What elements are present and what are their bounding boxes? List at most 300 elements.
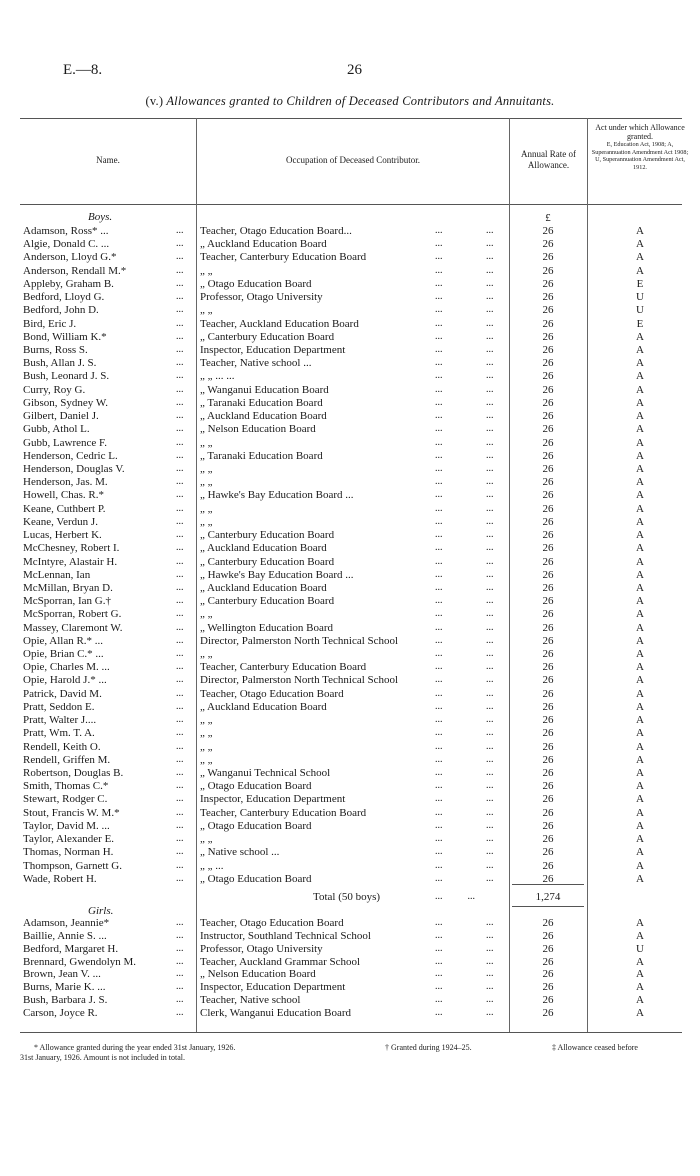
row-name: Bond, William K.*: [23, 330, 107, 343]
row-act: A: [636, 555, 644, 568]
row-act: A: [636, 396, 644, 409]
row-leader-dots: ...: [176, 859, 184, 871]
row-act: A: [636, 793, 644, 806]
row-leader-dots: ...: [176, 846, 184, 858]
row-act: A: [636, 449, 644, 462]
row-name: Massey, Claremont W.: [23, 621, 123, 634]
row-leader-dots: ...: [176, 251, 184, 263]
table-row: [0, 318, 700, 330]
row-leader-dots: ...: [176, 595, 184, 607]
row-leader-dots: ...: [176, 621, 184, 633]
row-leader-dots: ...: [435, 225, 443, 236]
row-occupation: Teacher, Auckland Grammar School: [200, 955, 361, 968]
row-act: A: [636, 634, 644, 647]
row-leader-dots: ...: [176, 753, 184, 765]
row-occupation: „ „: [200, 436, 213, 449]
row-leader-dots: ...: [176, 304, 184, 316]
row-rate: 26: [542, 304, 554, 317]
row-occupation: Professor, Otago University: [200, 291, 323, 304]
row-act: E: [636, 317, 644, 330]
row-leader-dots: ...: [176, 1006, 184, 1018]
row-leader-dots: ...: [435, 687, 443, 699]
row-rate: 26: [542, 330, 554, 343]
row-name: Opie, Allan R.* ...: [23, 634, 104, 647]
table-row: [0, 701, 700, 713]
table-row: [0, 370, 700, 382]
row-occupation: Director, Palmerston North Technical School: [200, 634, 399, 647]
row-act: A: [636, 819, 644, 832]
row-leader-dots: ...: [435, 581, 443, 593]
row-occupation: „ Auckland Education Board: [200, 581, 327, 594]
table-row: [0, 437, 700, 449]
row-act: A: [636, 780, 644, 793]
row-occupation: „ „: [200, 515, 213, 528]
title-text: Allowances granted to Children of Deceased Contributors and Annuitants.: [166, 94, 555, 108]
table-row: [0, 622, 700, 634]
table-row: [0, 556, 700, 568]
col-header-name: Name.: [96, 155, 120, 165]
row-rate: 26: [542, 476, 554, 489]
row-leader-dots: ...: [176, 291, 184, 303]
row-occupation: „ Otago Education Board: [200, 872, 312, 885]
row-act: A: [636, 687, 644, 700]
row-rate: 26: [542, 542, 554, 555]
row-act: A: [636, 238, 644, 251]
row-leader-dots: ...: [435, 634, 443, 646]
row-leader-dots: ...: [435, 981, 443, 993]
row-leader-dots: ...: [435, 621, 443, 633]
row-leader-dots: ...: [486, 714, 494, 726]
row-leader-dots: ...: [486, 264, 494, 276]
row-leader-dots: ...: [176, 780, 184, 792]
row-occupation: „ Nelson Education Board: [200, 423, 316, 436]
row-act: A: [636, 833, 644, 846]
row-act: A: [636, 529, 644, 542]
row-name: Adamson, Ross* ...: [23, 225, 109, 237]
row-leader-dots: ...: [435, 1006, 443, 1018]
table-row: [0, 582, 700, 594]
row-leader-dots: ...: [176, 833, 184, 845]
row-leader-dots: ...: [435, 396, 443, 408]
row-leader-dots: ...: [486, 700, 494, 712]
row-leader-dots: ...: [176, 568, 184, 580]
table-row: [0, 833, 700, 845]
row-leader-dots: ...: [486, 621, 494, 633]
row-leader-dots: ...: [176, 529, 184, 541]
row-occupation: „ „: [200, 476, 213, 489]
row-leader-dots: ...: [176, 917, 184, 928]
row-leader-dots: ...: [435, 608, 443, 620]
row-leader-dots: ...: [435, 542, 443, 554]
row-rate: 26: [542, 396, 554, 409]
row-occupation: „ Otago Education Board: [200, 277, 312, 290]
row-leader-dots: ...: [435, 462, 443, 474]
table-row: [0, 542, 700, 554]
row-occupation: „ Hawke's Bay Education Board ...: [200, 489, 354, 502]
row-rate: 26: [542, 238, 554, 251]
row-rate: 26: [542, 714, 554, 727]
row-name: Opie, Charles M. ...: [23, 661, 110, 674]
row-act: A: [636, 370, 644, 383]
row-occupation: „ Wanganui Education Board: [200, 383, 329, 396]
row-leader-dots: ...: [486, 968, 494, 980]
row-leader-dots: ...: [486, 767, 494, 779]
row-rate: 26: [542, 661, 554, 674]
row-leader-dots: ...: [486, 476, 494, 488]
row-leader-dots: ...: [435, 568, 443, 580]
row-leader-dots: ...: [486, 277, 494, 289]
row-occupation: „ Wanganui Technical School: [200, 767, 331, 780]
row-act: A: [636, 806, 644, 819]
row-leader-dots: ...: [435, 648, 443, 660]
row-name: Bush, Leonard J. S.: [23, 370, 110, 383]
row-act: A: [636, 700, 644, 713]
row-leader-dots: ...: [486, 740, 494, 752]
row-rate: 26: [542, 277, 554, 290]
table-row: [0, 873, 700, 885]
row-leader-dots: ...: [435, 740, 443, 752]
row-act: A: [636, 968, 644, 981]
row-act: A: [636, 608, 644, 621]
table-row: [0, 917, 700, 929]
row-leader-dots: ...: [486, 251, 494, 263]
row-leader-dots: ...: [486, 929, 494, 941]
row-act: A: [636, 476, 644, 489]
row-leader-dots: ...: [176, 687, 184, 699]
row-leader-dots: ...: [435, 846, 443, 858]
table-row: [0, 489, 700, 501]
table-row: [0, 251, 700, 263]
row-leader-dots: ...: [486, 304, 494, 316]
row-leader-dots: ...: [486, 343, 494, 355]
row-leader-dots: ...: [176, 462, 184, 474]
row-act: A: [636, 846, 644, 859]
col-header-act-note: E, Education Act, 1908; A, Superannuation Amendment Act 1908; U, Superannuation Amendment Act, 1912.: [591, 141, 689, 171]
row-leader-dots: ...: [486, 917, 494, 928]
row-act: A: [636, 343, 644, 356]
row-act: A: [636, 595, 644, 608]
row-act: A: [636, 648, 644, 661]
row-leader-dots: ...: [176, 819, 184, 831]
table-row: [0, 450, 700, 462]
table-row: [0, 688, 700, 700]
section-heading-girls: Girls.: [88, 905, 114, 917]
row-name: Burns, Marie K. ...: [23, 981, 106, 994]
row-leader-dots: ...: [486, 674, 494, 686]
row-rate: 26: [542, 225, 554, 237]
row-name: McMillan, Bryan D.: [23, 581, 113, 594]
row-name: Burns, Ross S.: [23, 343, 88, 356]
row-leader-dots: ...: [486, 396, 494, 408]
row-rate: 26: [542, 568, 554, 581]
row-leader-dots: ...: [435, 357, 443, 369]
row-occupation: „ „: [200, 608, 213, 621]
row-act: A: [636, 489, 644, 502]
table-row: [0, 529, 700, 541]
row-rate: 26: [542, 955, 554, 968]
row-name: Bedford, John D.: [23, 304, 99, 317]
row-leader-dots: ...: [486, 634, 494, 646]
row-leader-dots: ...: [176, 634, 184, 646]
row-occupation: „ Auckland Education Board: [200, 542, 327, 555]
table-title: [0, 94, 700, 109]
row-leader-dots: ...: [486, 410, 494, 422]
row-leader-dots: ...: [176, 383, 184, 395]
table-row: [0, 238, 700, 250]
row-act: A: [636, 462, 644, 475]
row-name: Bedford, Lloyd G.: [23, 291, 105, 304]
table-row: [0, 331, 700, 343]
row-rate: 26: [542, 357, 554, 370]
row-act: A: [636, 740, 644, 753]
row-leader-dots: ...: [486, 942, 494, 954]
row-leader-dots: ...: [486, 542, 494, 554]
row-occupation: Teacher, Canterbury Education Board: [200, 806, 367, 819]
table-row: [0, 344, 700, 356]
table-row: [0, 304, 700, 316]
row-rate: 26: [542, 251, 554, 264]
row-name: Howell, Chas. R.*: [23, 489, 104, 502]
row-leader-dots: ...: [486, 238, 494, 250]
row-leader-dots: ...: [486, 225, 494, 236]
row-occupation: „ Canterbury Education Board: [200, 330, 335, 343]
row-occupation: „ „: [200, 833, 213, 846]
row-act: A: [636, 330, 644, 343]
row-leader-dots: ...: [176, 929, 184, 941]
row-leader-dots: ...: [435, 251, 443, 263]
row-act: A: [636, 917, 644, 929]
row-leader-dots: ...: [486, 581, 494, 593]
row-leader-dots: ...: [435, 330, 443, 342]
row-leader-dots: ...: [176, 942, 184, 954]
row-occupation: „ „: [200, 648, 213, 661]
row-rate: 26: [542, 449, 554, 462]
col-header-occupation: Occupation of Deceased Contributor.: [286, 155, 420, 165]
row-leader-dots: ...: [435, 753, 443, 765]
row-leader-dots: ...: [176, 225, 184, 236]
row-rate: 26: [542, 793, 554, 806]
table-row: [0, 384, 700, 396]
row-occupation: „ „: [200, 264, 213, 277]
row-leader-dots: ...: [486, 648, 494, 660]
row-rate: 26: [542, 529, 554, 542]
row-rate: 26: [542, 621, 554, 634]
row-occupation: „ Taranaki Education Board: [200, 449, 323, 462]
row-rate: 26: [542, 555, 554, 568]
row-leader-dots: ...: [176, 700, 184, 712]
header-bottom-rule: [20, 204, 682, 205]
row-leader-dots: ...: [176, 674, 184, 686]
row-name: Henderson, Douglas V.: [23, 462, 125, 475]
table-row: [0, 397, 700, 409]
row-name: Gilbert, Daniel J.: [23, 410, 99, 423]
row-rate: 26: [542, 981, 554, 994]
row-rate: 26: [542, 383, 554, 396]
row-act: U: [636, 304, 644, 317]
row-leader-dots: ...: [435, 780, 443, 792]
row-leader-dots: ...: [176, 994, 184, 1006]
row-leader-dots: ...: [486, 330, 494, 342]
row-occupation: Teacher, Canterbury Education Board: [200, 661, 367, 674]
row-rate: 26: [542, 833, 554, 846]
row-leader-dots: ...: [435, 859, 443, 871]
row-leader-dots: ...: [435, 291, 443, 303]
row-act: A: [636, 264, 644, 277]
row-name: Stout, Francis W. M.*: [23, 806, 120, 819]
row-act: A: [636, 981, 644, 994]
row-act: A: [636, 955, 644, 968]
row-leader-dots: ...: [176, 423, 184, 435]
row-leader-dots: ...: [176, 767, 184, 779]
row-occupation: Clerk, Wanganui Education Board: [200, 1006, 352, 1019]
row-leader-dots: ...: [435, 449, 443, 461]
row-name: Bush, Allan J. S.: [23, 357, 97, 370]
row-leader-dots: ...: [176, 542, 184, 554]
row-name: Stewart, Rodger C.: [23, 793, 108, 806]
row-leader-dots: ...: [176, 264, 184, 276]
row-leader-dots: ...: [176, 872, 184, 884]
row-name: McSporran, Robert G.: [23, 608, 122, 621]
row-leader-dots: ...: [176, 581, 184, 593]
table-row: [0, 476, 700, 488]
table-row: [0, 410, 700, 422]
row-act: A: [636, 251, 644, 264]
table-row: [0, 595, 700, 607]
row-leader-dots: ...: [435, 383, 443, 395]
row-occupation: „ „ ...: [200, 859, 224, 872]
table-row: [0, 278, 700, 290]
row-leader-dots: ...: [435, 264, 443, 276]
row-rate: 26: [542, 581, 554, 594]
row-leader-dots: ...: [176, 714, 184, 726]
table-row: [0, 807, 700, 819]
row-occupation: „ Canterbury Education Board: [200, 595, 335, 608]
row-occupation: „ „: [200, 740, 213, 753]
row-rate: 26: [542, 942, 554, 955]
row-occupation: Director, Palmerston North Technical School: [200, 674, 399, 687]
row-leader-dots: ...: [176, 661, 184, 673]
row-act: A: [636, 423, 644, 436]
row-leader-dots: ...: [176, 608, 184, 620]
row-rate: 26: [542, 846, 554, 859]
row-act: A: [636, 727, 644, 740]
row-occupation: Teacher, Otago Education Board: [200, 687, 344, 700]
row-act: A: [636, 859, 644, 872]
row-occupation: Inspector, Education Department: [200, 343, 346, 356]
table-row: [0, 981, 700, 993]
row-rate: 26: [542, 264, 554, 277]
row-occupation: „ „ ... ...: [200, 370, 235, 383]
row-name: Algie, Donald C. ...: [23, 238, 110, 251]
row-rate: 26: [542, 370, 554, 383]
row-leader-dots: ...: [435, 833, 443, 845]
row-rate: 26: [542, 410, 554, 423]
row-leader-dots: ...: [486, 846, 494, 858]
table-row: [0, 463, 700, 475]
row-act: A: [636, 436, 644, 449]
table-row: [0, 968, 700, 980]
table-row: [0, 225, 700, 237]
row-act: A: [636, 767, 644, 780]
row-act: A: [636, 225, 644, 237]
row-act: A: [636, 581, 644, 594]
row-leader-dots: ...: [486, 449, 494, 461]
row-name: Adamson, Jeannie*: [23, 917, 110, 929]
table-row: [0, 661, 700, 673]
row-rate: 26: [542, 436, 554, 449]
row-leader-dots: ...: [486, 661, 494, 673]
row-leader-dots: ...: [486, 1006, 494, 1018]
row-name: Anderson, Lloyd G.*: [23, 251, 117, 264]
row-name: Keane, Verdun J.: [23, 515, 98, 528]
row-name: Henderson, Jas. M.: [23, 476, 108, 489]
row-leader-dots: ...: [435, 304, 443, 316]
table-bottom-rule: [20, 1032, 682, 1033]
row-rate: 26: [542, 502, 554, 515]
row-leader-dots: ...: [176, 515, 184, 527]
row-name: Thompson, Garnett G.: [23, 859, 122, 872]
row-leader-dots: ...: [435, 277, 443, 289]
table-row: [0, 291, 700, 303]
row-leader-dots: ...: [486, 753, 494, 765]
row-rate: 26: [542, 929, 554, 942]
row-name: Thomas, Norman H.: [23, 846, 114, 859]
footnote-dagger: † Granted during 1924–25.: [385, 1043, 472, 1052]
row-leader-dots: ...: [176, 410, 184, 422]
row-name: Brown, Jean V. ...: [23, 968, 101, 981]
table-row: [0, 516, 700, 528]
row-leader-dots: ...: [176, 727, 184, 739]
row-name: Pratt, Seddon E.: [23, 700, 95, 713]
row-name: Gibson, Sydney W.: [23, 396, 108, 409]
table-row: [0, 994, 700, 1006]
table-row: [0, 860, 700, 872]
table-row: [0, 608, 700, 620]
row-leader-dots: ...: [176, 436, 184, 448]
row-leader-dots: ...: [435, 700, 443, 712]
row-leader-dots: ...: [486, 833, 494, 845]
row-rate: 26: [542, 727, 554, 740]
row-act: A: [636, 714, 644, 727]
row-rate: 26: [542, 595, 554, 608]
row-rate: 26: [542, 859, 554, 872]
row-act: A: [636, 357, 644, 370]
section-heading-boys: Boys.: [88, 211, 113, 223]
row-act: A: [636, 661, 644, 674]
row-rate: 26: [542, 1006, 554, 1019]
row-name: Gubb, Lawrence F.: [23, 436, 108, 449]
row-occupation: Inspector, Education Department: [200, 793, 346, 806]
row-name: Keane, Cuthbert P.: [23, 502, 106, 515]
table-row: [0, 1007, 700, 1019]
row-leader-dots: ...: [435, 343, 443, 355]
row-rate: 26: [542, 317, 554, 330]
row-rate: 26: [542, 423, 554, 436]
row-leader-dots: ...: [486, 529, 494, 541]
currency-row: [0, 212, 700, 224]
row-leader-dots: ...: [435, 872, 443, 884]
row-occupation: „ Canterbury Education Board: [200, 529, 335, 542]
row-occupation: „ Hawke's Bay Education Board ...: [200, 568, 354, 581]
row-act: A: [636, 994, 644, 1007]
table-row: [0, 820, 700, 832]
row-name: Rendell, Griffen M.: [23, 753, 111, 766]
row-leader-dots: ...: [176, 476, 184, 488]
footnote-star: * Allowance granted during the year ended 31st January, 1926.: [34, 1043, 236, 1052]
row-leader-dots: ...: [486, 357, 494, 369]
row-rate: 26: [542, 806, 554, 819]
row-name: Taylor, Alexander E.: [23, 833, 115, 846]
